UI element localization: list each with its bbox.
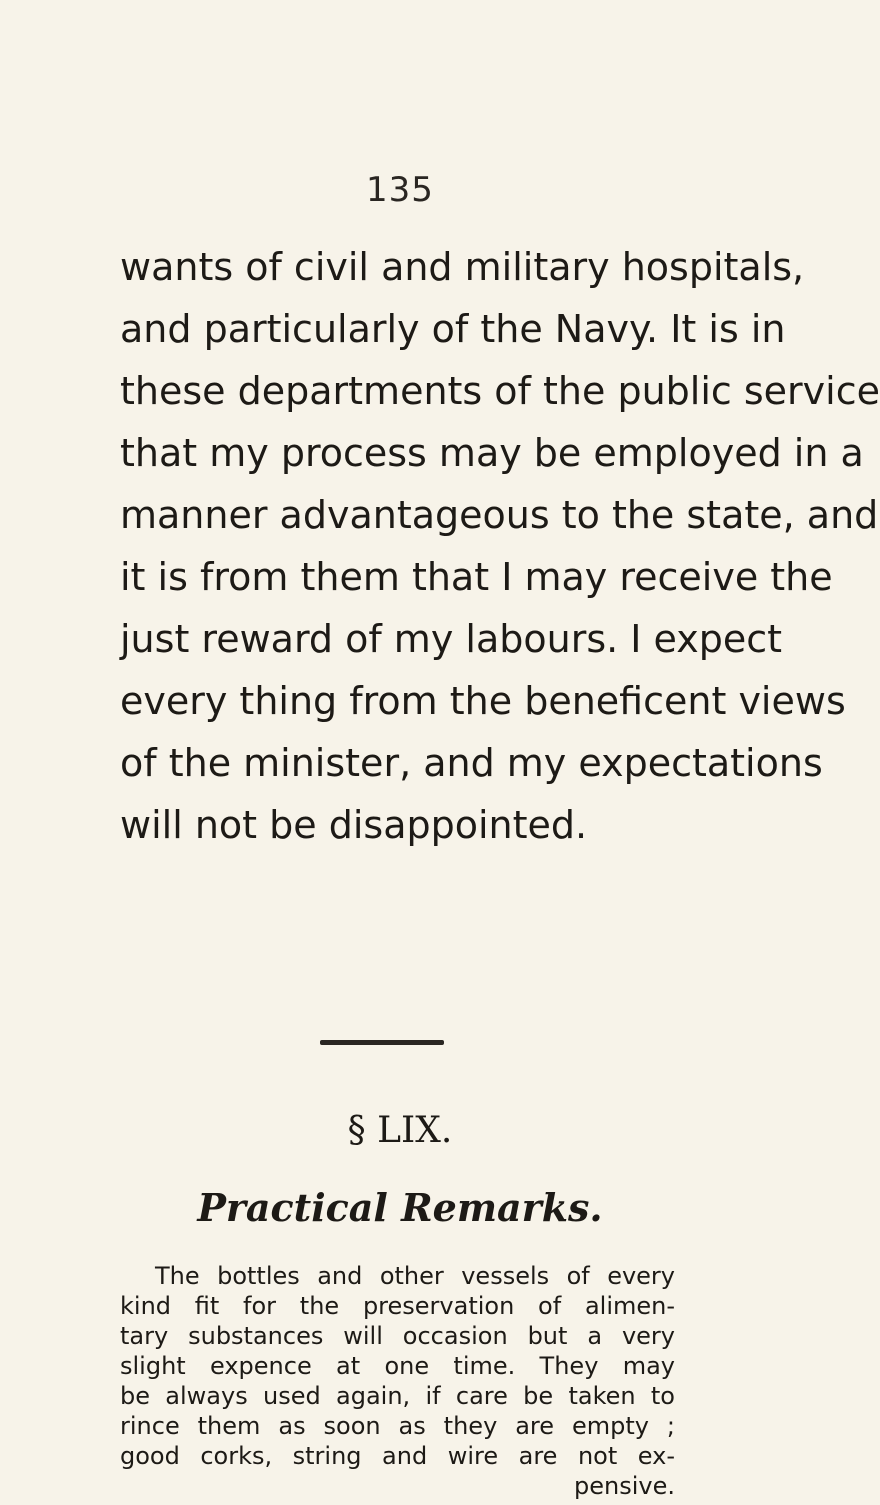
- text-line: manner advantageous to the state, and: [120, 493, 879, 537]
- text-line: tary substances will occasion but a very: [120, 1322, 675, 1350]
- text-line: these departments of the public service: [120, 369, 880, 413]
- text-line: it is from them that I may receive the: [120, 555, 833, 599]
- section-title: Practical Remarks.: [197, 1185, 603, 1230]
- section-number: § LIX.: [347, 1110, 453, 1151]
- text-line: wants of civil and military hospitals,: [120, 245, 805, 289]
- text-line: of the minister, and my expectations: [120, 741, 823, 785]
- section-divider: [320, 1040, 444, 1045]
- text-line: will not be disappointed.: [120, 803, 588, 847]
- text-line: that my process may be employed in a: [120, 431, 864, 475]
- text-line: every thing from the beneficent views: [120, 679, 846, 723]
- text-line: slight expence at one time. They may: [120, 1352, 675, 1380]
- text-line: The bottles and other vessels of every: [155, 1262, 675, 1290]
- text-line: just reward of my labours. I expect: [120, 617, 783, 661]
- page-number: 135: [366, 170, 434, 210]
- text-line: be always used again, if care be taken to: [120, 1382, 675, 1410]
- text-line: and particularly of the Navy. It is in: [120, 307, 786, 351]
- text-line: pensive.: [574, 1472, 675, 1500]
- text-line: rince them as soon as they are empty ;: [120, 1412, 675, 1440]
- text-line: good corks, string and wire are not ex-: [120, 1442, 675, 1470]
- text-line: kind fit for the preservation of alimen-: [120, 1292, 675, 1320]
